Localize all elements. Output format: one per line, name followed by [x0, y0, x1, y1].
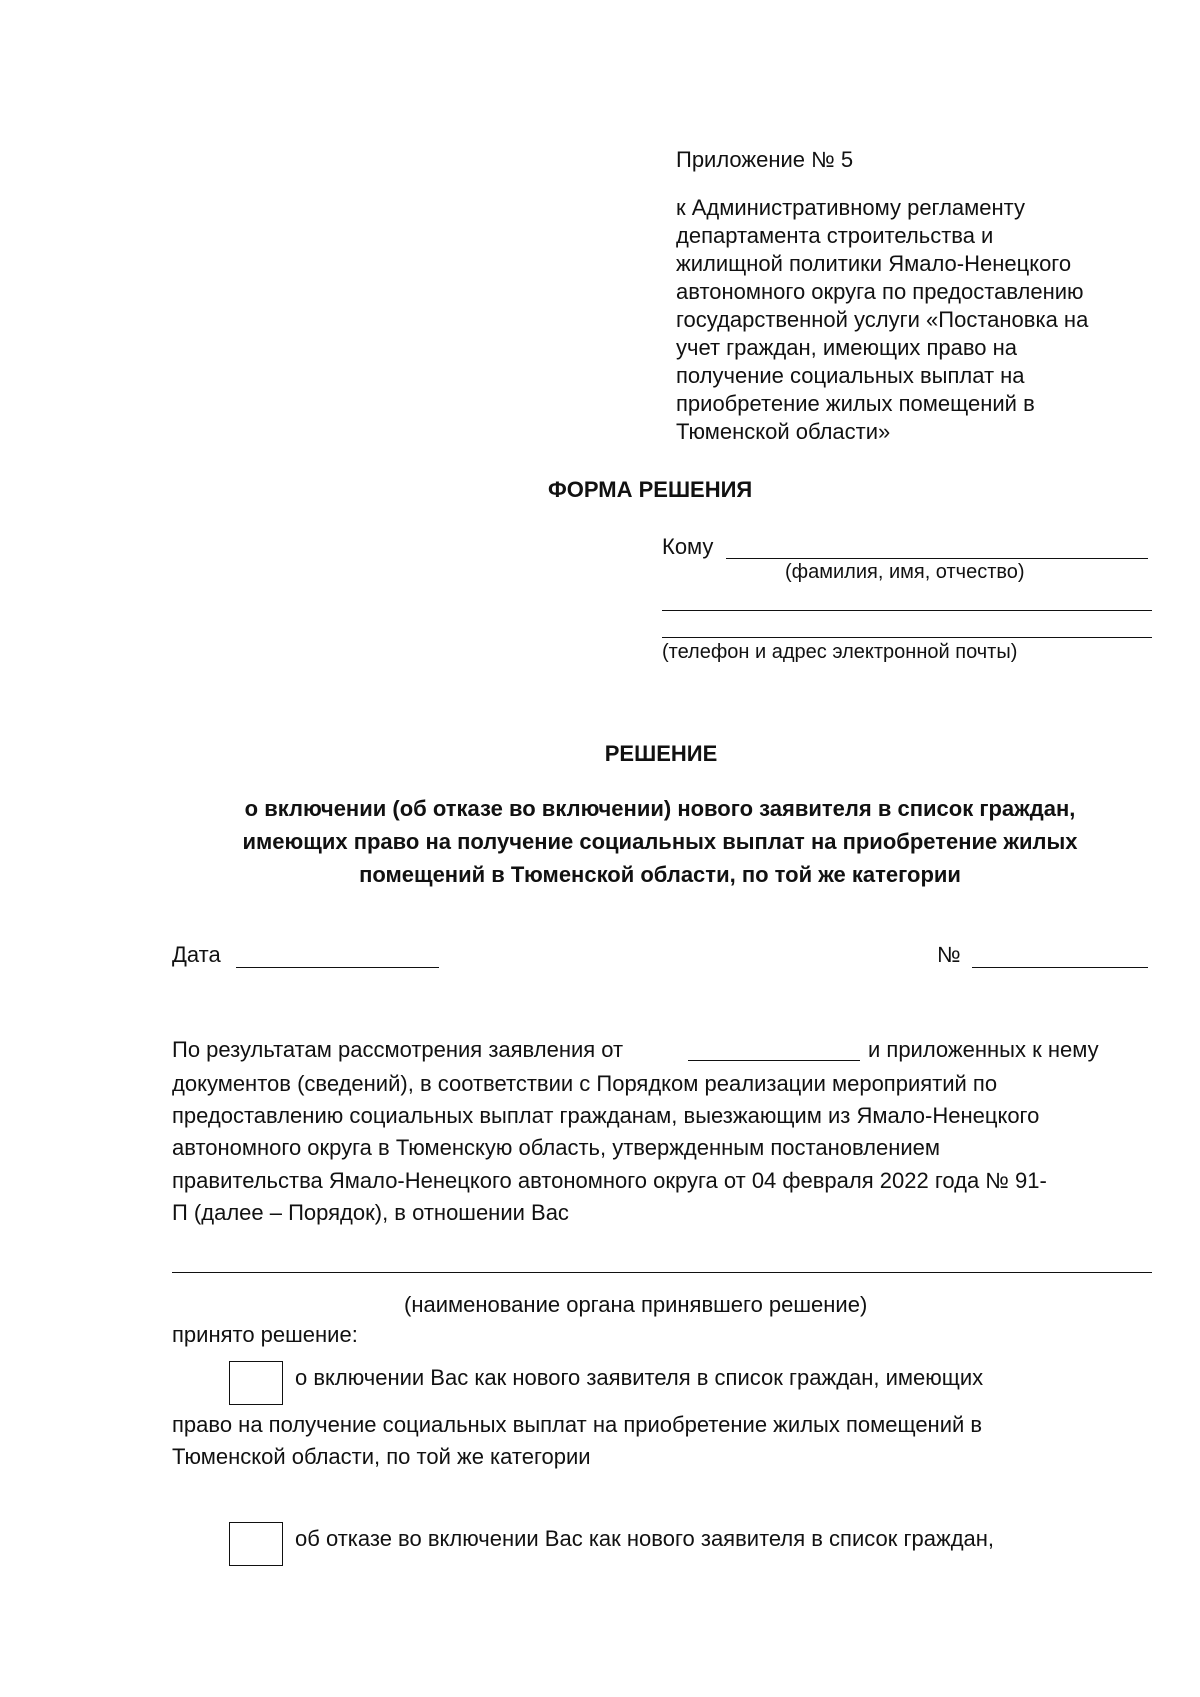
decision-subtitle-line: имеющих право на получение социальных выплат на приобретение жилых	[242, 829, 1078, 854]
decision-heading: РЕШЕНИЕ	[604, 741, 718, 766]
recipient-label: Кому	[662, 534, 714, 559]
body-paragraph	[172, 1068, 1172, 1229]
body-line: документов (сведений), в соответствии с Порядком реализации мероприятий по	[172, 1071, 998, 1096]
organ-hint: (наименование органа принявшего решение)	[404, 1292, 868, 1317]
appendix-line: департамента строительства и	[676, 223, 994, 248]
recipient-contact-line[interactable]	[662, 637, 1152, 638]
decision-subtitle-line: помещений в Тюменской области, по той же категории	[359, 862, 961, 887]
appendix-line: Тюменской области»	[676, 419, 891, 444]
recipient-name-line[interactable]	[726, 558, 1148, 559]
appendix-line: получение социальных выплат на	[676, 363, 1025, 388]
option-include-text	[172, 1409, 1172, 1473]
recipient-line-2[interactable]	[662, 610, 1152, 611]
appendix-line: жилищной политики Ямало-Ненецкого	[676, 251, 1072, 276]
body-line: предоставлению социальных выплат гражданам, выезжающим из Ямало-Ненецкого	[172, 1103, 1040, 1129]
appendix-number: Приложение № 5	[676, 147, 854, 172]
appendix-line: государственной услуги «Постановка на	[676, 307, 1089, 332]
decision-subtitle	[160, 792, 1160, 891]
appendix-line: учет граждан, имеющих право на	[676, 335, 1018, 360]
include-checkbox[interactable]	[229, 1361, 283, 1405]
application-date-line[interactable]	[688, 1060, 860, 1061]
form-title: ФОРМА РЕШЕНИЯ	[548, 477, 753, 502]
recipient-contact-hint: (телефон и адрес электронной почты)	[662, 641, 1018, 663]
option-include-line: право на получение социальных выплат на приобретение жилых помещений в	[172, 1412, 983, 1437]
date-label: Дата	[172, 942, 221, 967]
body-line: автономного округа в Тюменскую область, утвержденным постановлением	[172, 1135, 941, 1161]
body-line1-prefix: По результатам рассмотрения заявления от	[172, 1037, 624, 1062]
date-line[interactable]	[236, 967, 439, 968]
appendix-text	[676, 194, 1156, 446]
appendix-line: приобретение жилых помещений в	[676, 391, 1035, 416]
decision-made-label: принято решение:	[172, 1322, 358, 1347]
option-refuse-first-line: об отказе во включении Вас как нового заявителя в список граждан,	[295, 1526, 995, 1551]
appendix-line: автономного округа по предоставлению	[676, 279, 1084, 304]
number-label: №	[937, 942, 961, 967]
body-line: правительства Ямало-Ненецкого автономного округа от 04 февраля 2022 года № 91-	[172, 1167, 1047, 1193]
decision-subtitle-line: о включении (об отказе во включении) нового заявителя в список граждан,	[244, 796, 1076, 821]
body-line: П (далее – Порядок), в отношении Вас	[172, 1199, 569, 1225]
option-include-line: Тюменской области, по той же категории	[172, 1444, 591, 1469]
appendix-line: к Административному регламенту	[676, 195, 1026, 220]
recipient-name-hint: (фамилия, имя, отчество)	[785, 561, 1025, 583]
refuse-checkbox[interactable]	[229, 1522, 283, 1566]
option-include-first-line: о включении Вас как нового заявителя в список граждан, имеющих	[295, 1365, 984, 1390]
body-line1-suffix: и приложенных к нему	[868, 1037, 1099, 1062]
organ-line[interactable]	[172, 1272, 1152, 1273]
number-line[interactable]	[972, 967, 1148, 968]
